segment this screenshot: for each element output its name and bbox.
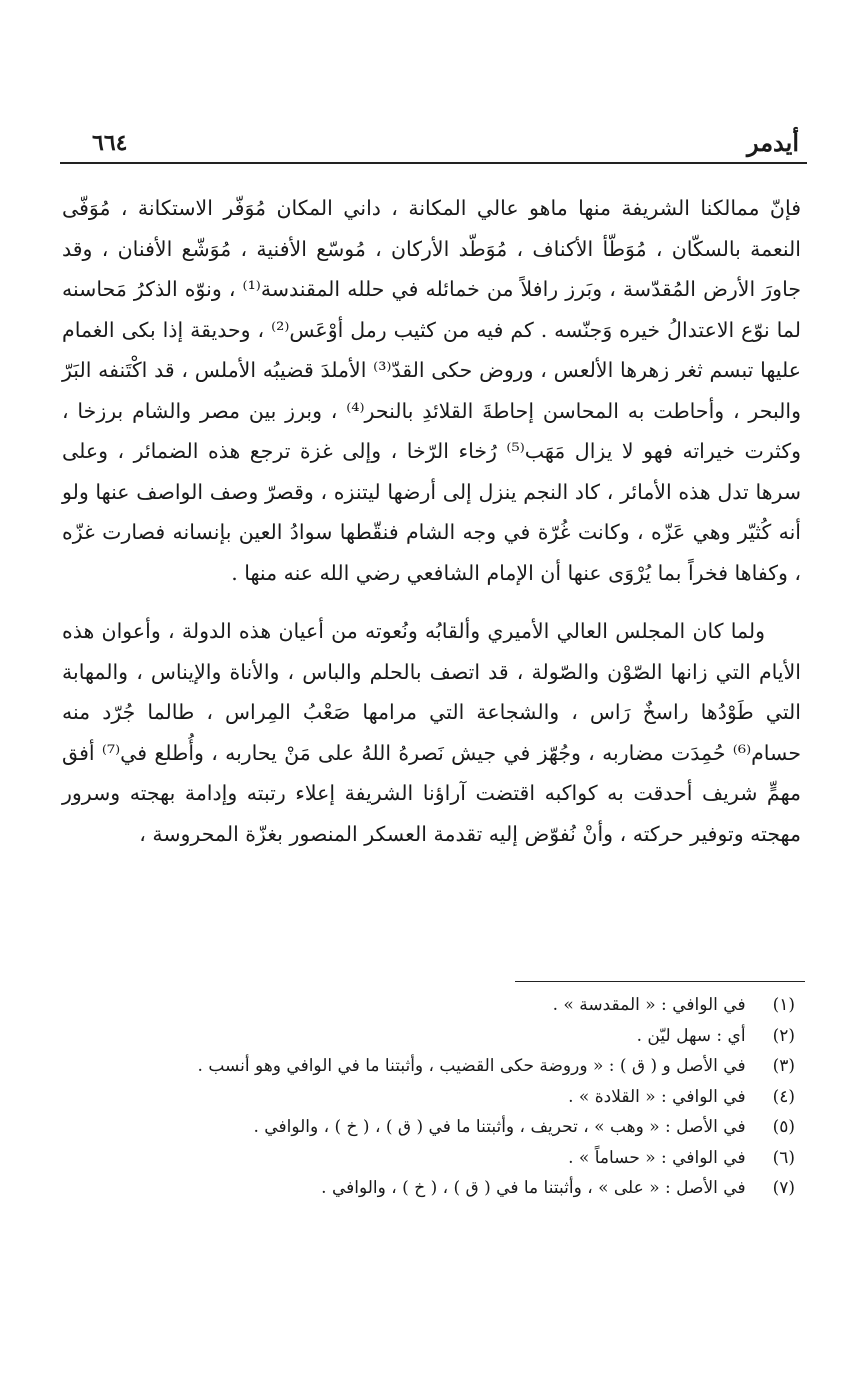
footnote-item (62, 1082, 795, 1113)
header-rule (60, 162, 807, 164)
footnote-text: في الوافي : « حساماً » . (568, 1147, 746, 1168)
footnote-number: (٧) (772, 1178, 795, 1198)
footnote-rule (515, 981, 805, 982)
page-header (60, 128, 807, 162)
footnote-text: في الأصل و ( ق ) : « وروضة حكى القضيب ، وأثبتنا ما في الوافي وهو أنسب . (197, 1056, 746, 1076)
footnote-text: في الأصل : « على » ، وأثبتنا ما في ( ق ) ، ( خ ) ، والوافي . (321, 1178, 746, 1198)
main-text (62, 188, 801, 854)
page-number: ٦٦٤ (92, 130, 128, 156)
footnotes-list (62, 990, 795, 1204)
footnote-item (62, 1051, 795, 1082)
footnote-number: (٦) (772, 1147, 795, 1168)
paragraph-2: ولما كان المجلس العالي الأميري وألقابُه ونُعوته من أعيان هذه الدولة ، وأعوان هذه الأيام التي زانها الصّوْن والصّولة ، قد اتصف بالحلم والباس ، والأناة والإيناس ، والمهابة التي طَوْدُها راسخٌ رَاس ، والشجاعة التي مرامها صَعْبُ المِراس ، طالما جُرّد منه حسام⁽⁶⁾ حُمِدَت مضاربه ، وجُهّز في جيش نَصرهُ اللهُ على مَنْ يحاربه ، وأُطلع في⁽⁷⁾ أفق مهمٍّ شريف أحدقت به كواكبه اقتضت آراؤنا الشريفة إعلاء رتبته وإدامة بهجته وسرور مهجته وتوفير حركته ، وأنْ نُفوّض إليه تقدمة العسكر المنصور بغزّة المحروسة ، (62, 619, 801, 846)
footnote-number: (٤) (772, 1086, 795, 1107)
paragraph-1: فإنّ ممالكنا الشريفة منها ماهو عالي المكانة ، داني المكان مُوَفّر الاستكانة ، مُوَفّى النعمة بالسكّان ، مُوَطّأ الأكناف ، مُوَطّد الأركان ، مُوسّع الأفنية ، مُوَشّع الأفنان ، وقد جاورَ الأرض المُقدّسة ، وبَرز رافلاً من خمائله في حلله المقندسة⁽¹⁾ ، ونوّه الذكرُ مَحاسنه لما نوّع الاعتدالُ خيره وَجنّسه . كم فيه من كثيب رمل أوْعَس⁽²⁾ ، وحديقة إذا بكى الغمام عليها تبسم ثغر زهرها الألعس ، وروض حكى القدّ⁽³⁾ الأملدَ قضيبُه الأملس ، قد اكْتَنفه البَرّ والبحر ، وأحاطت به المحاسن إحاطةَ القلائدِ بالنحر⁽⁴⁾ ، وبرز بين مصر والشام برزخا ، وكثرت خيراته فهو لا يزال مَهَب⁽⁵⁾ رُخاء الرّخا ، وإلى غزة ترجع هذه الضمائر ، وعلى سرها تدل هذه الأمائر ، كاد النجم ينزل إلى أرضها ليتنزه ، وقصرّ وصف الواصف عنها ولو أنه كُثيّر وهي عَزّه ، وكانت غُرّة في وجه الشام فنقّطها سوادُ العين بإنسانه فصارت غزّه ، وكفاها فخراً بما يُرْوَى عنها أن الإمام الشافعي رضي الله عنه منها . (62, 196, 802, 585)
footnote-text: في الوافي : « القلادة » . (568, 1086, 746, 1107)
running-title: أيدمر (746, 128, 799, 157)
footnote-number: (٥) (772, 1117, 795, 1137)
footnote-item (62, 1143, 795, 1174)
footnote-text: في الوافي : « المقدسة » . (552, 995, 746, 1015)
footnote-text: في الأصل : « وهب » ، تحريف ، وأثبتنا ما في ( ق ) ، ( خ ) ، والوافي . (253, 1117, 746, 1137)
footnote-item (62, 1173, 795, 1204)
footnote-number: (٣) (772, 1056, 795, 1076)
footnote-number: (١) (772, 995, 795, 1015)
footnote-number: (٢) (772, 1025, 795, 1046)
footnote-item (62, 1112, 795, 1143)
footnote-item (62, 990, 795, 1021)
footnote-text: أي : سهل ليّن . (636, 1025, 746, 1046)
footnote-item (62, 1021, 795, 1052)
